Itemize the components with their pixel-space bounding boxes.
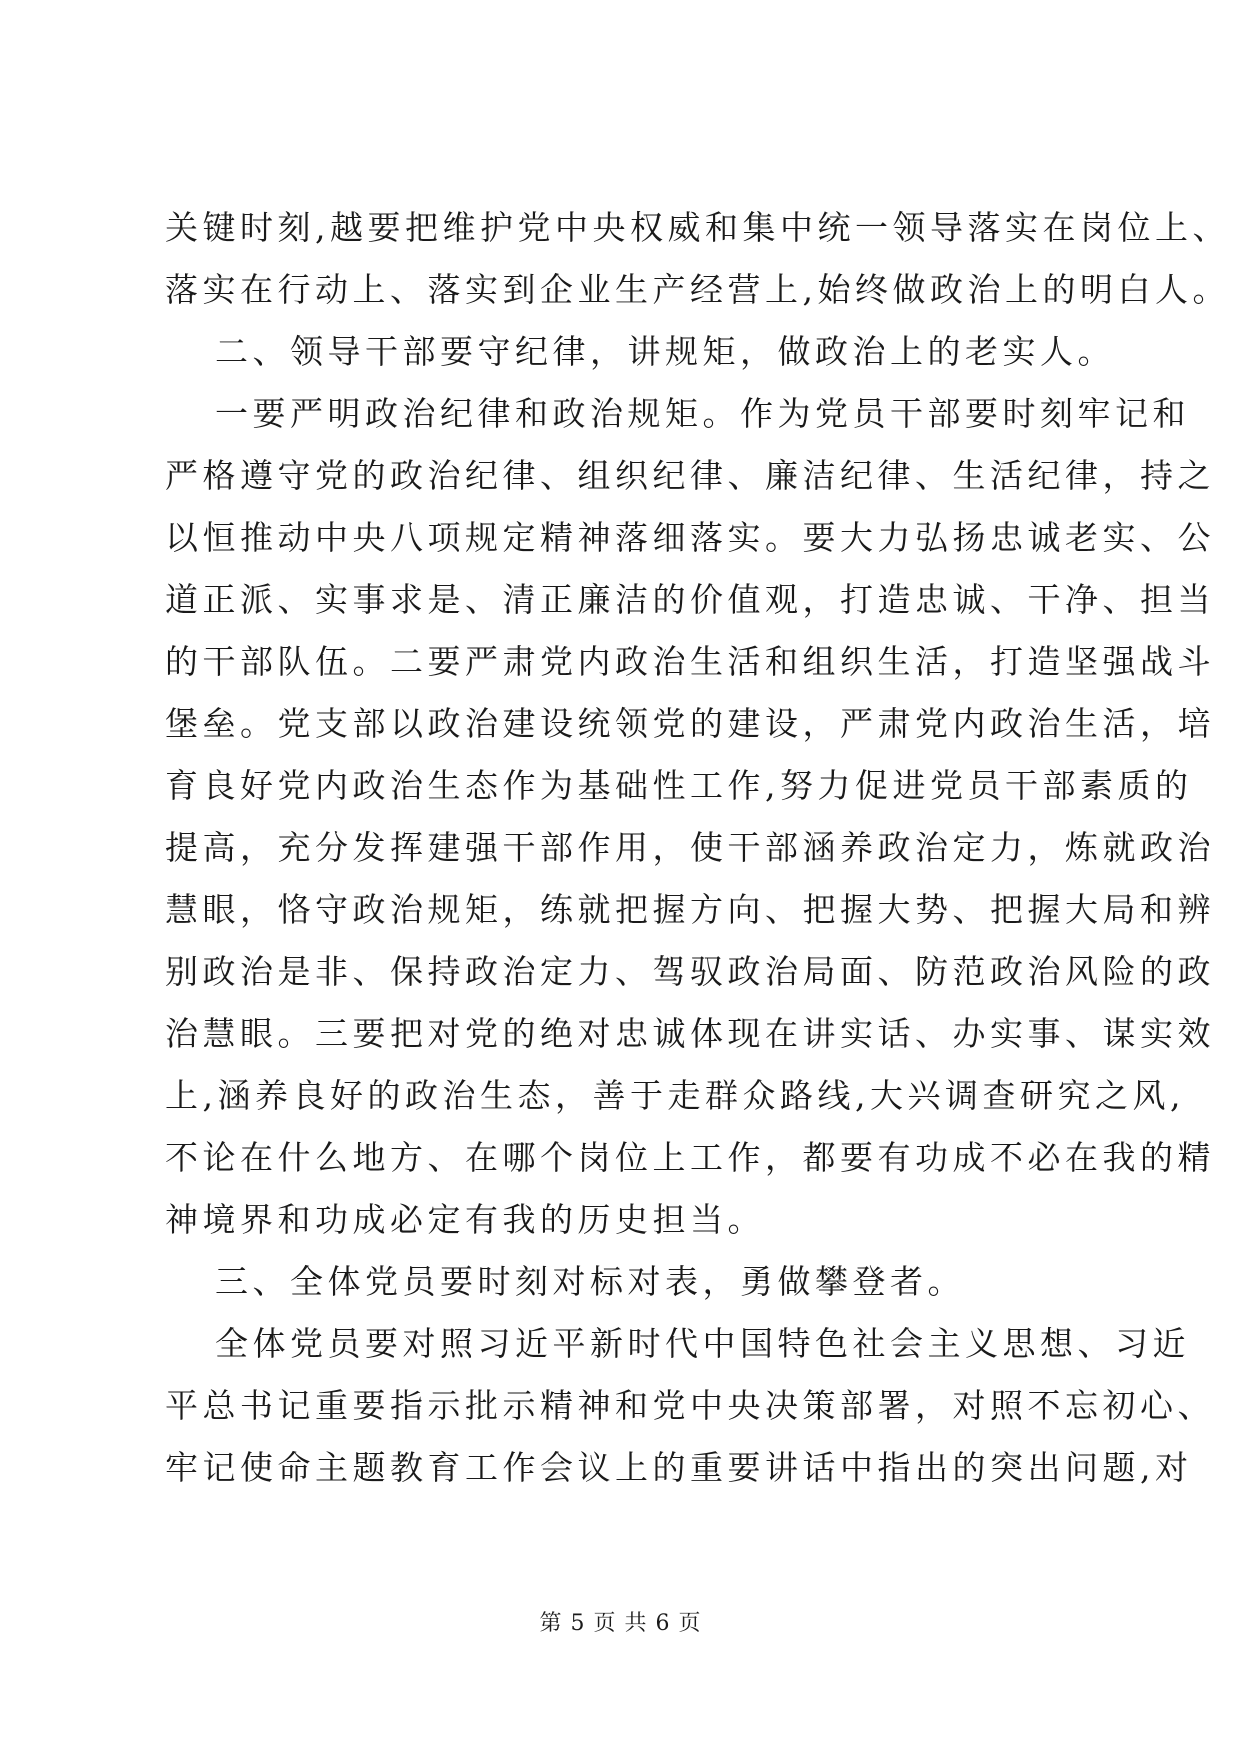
section-heading: 三、全体党员要时刻对标对表，勇做攀登者。	[215, 1262, 965, 1301]
text-line: 育良好党内政治生态作为基础性工作,努力促进党员干部素质的	[165, 766, 1193, 805]
text-line: 神境界和功成必定有我的历史担当。	[165, 1200, 765, 1239]
text-line: 不论在什么地方、在哪个岗位上工作，都要有功成不必在我的精	[165, 1138, 1215, 1177]
text-line: 全体党员要对照习近平新时代中国特色社会主义思想、习近	[215, 1324, 1190, 1363]
text-line: 别政治是非、保持政治定力、驾驭政治局面、防范政治风险的政	[165, 952, 1215, 991]
text-line: 牢记使命主题教育工作会议上的重要讲话中指出的突出问题,对	[165, 1448, 1193, 1487]
text-line: 上,涵养良好的政治生态，善于走群众路线,大兴调查研究之风,	[165, 1076, 1185, 1115]
text-line: 落实在行动上、落实到企业生产经营上,始终做政治上的明白人。	[165, 270, 1230, 309]
text-line: 道正派、实事求是、清正廉洁的价值观，打造忠诚、干净、担当	[165, 580, 1215, 619]
text-line: 提高，充分发挥建强干部作用，使干部涵养政治定力，炼就政治	[165, 828, 1215, 867]
text-line: 治慧眼。三要把对党的绝对忠诚体现在讲实话、办实事、谋实效	[165, 1014, 1215, 1053]
text-line: 的干部队伍。二要严肃党内政治生活和组织生活，打造坚强战斗	[165, 642, 1215, 681]
text-line: 一要严明政治纪律和政治规矩。作为党员干部要时刻牢记和	[215, 394, 1190, 433]
section-heading: 二、领导干部要守纪律，讲规矩，做政治上的老实人。	[215, 332, 1115, 371]
text-line: 以恒推动中央八项规定精神落细落实。要大力弘扬忠诚老实、公	[165, 518, 1215, 557]
text-line: 堡垒。党支部以政治建设统领党的建设，严肃党内政治生活，培	[165, 704, 1215, 743]
text-line: 慧眼，恪守政治规矩，练就把握方向、把握大势、把握大局和辨	[165, 890, 1215, 929]
text-line: 平总书记重要指示批示精神和党中央决策部署，对照不忘初心、	[165, 1386, 1215, 1425]
page-number-footer: 第 5 页 共 6 页	[539, 1611, 702, 1636]
text-line: 严格遵守党的政治纪律、组织纪律、廉洁纪律、生活纪律，持之	[165, 456, 1215, 495]
text-line: 关键时刻,越要把维护党中央权威和集中统一领导落实在岗位上、	[165, 208, 1230, 247]
